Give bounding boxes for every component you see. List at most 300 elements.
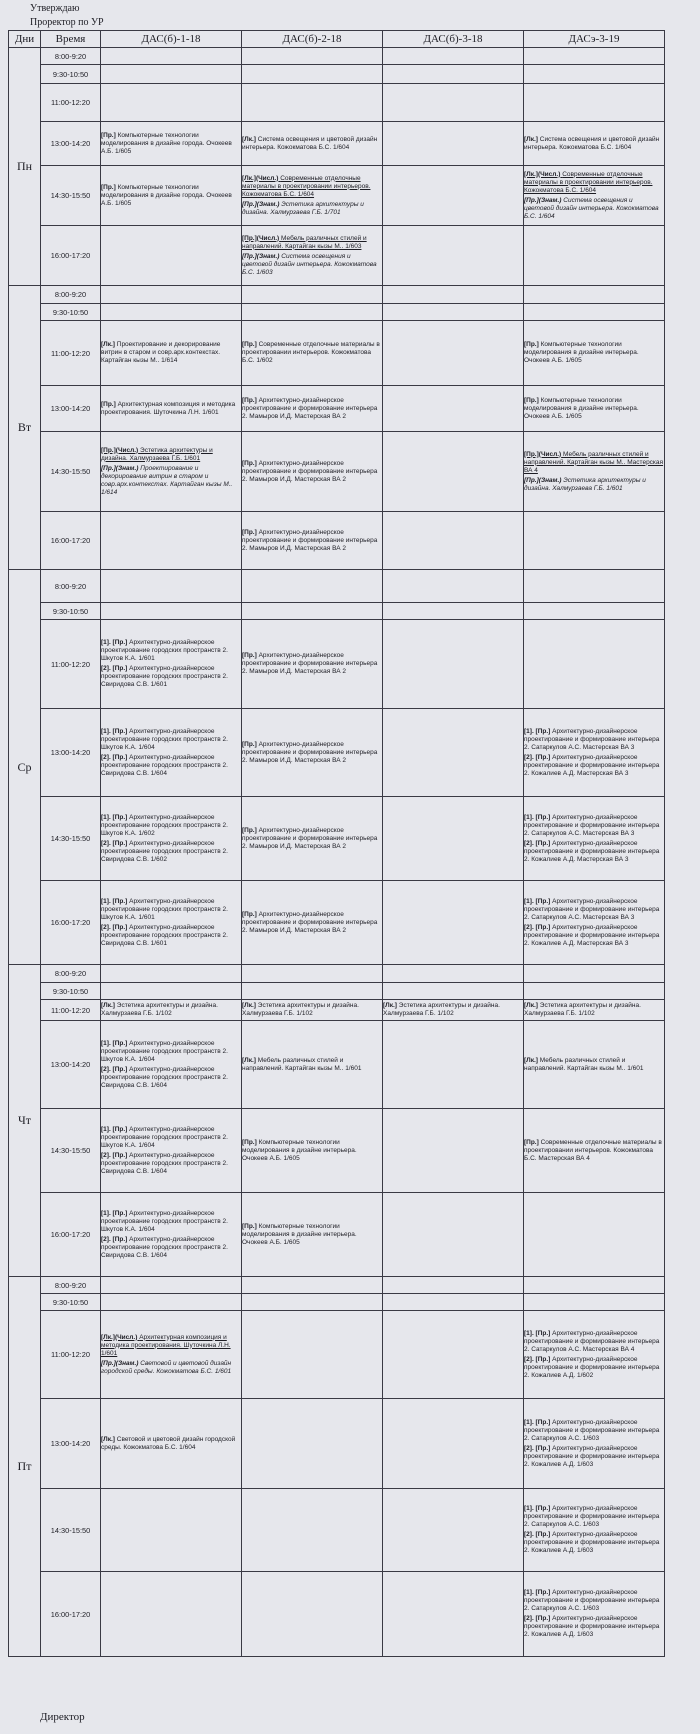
class-cell: [524, 65, 665, 84]
class-cell: [383, 1399, 524, 1489]
class-entry: [524, 898, 664, 922]
class-entry: [101, 132, 241, 156]
group-header: ДАС(б)-1-18: [101, 31, 242, 48]
class-entry: [242, 1002, 382, 1018]
class-cell: [524, 1399, 665, 1489]
class-cell: [101, 1399, 242, 1489]
class-cell: [524, 304, 665, 321]
class-type-tag: [2]. [Пр.]: [101, 1065, 128, 1073]
table-row: [9, 1399, 665, 1489]
table-row: [9, 881, 665, 965]
class-entry-text: Эстетика архитектуры и дизайна. Халмурзаева Г.Б. 1/102: [383, 1002, 500, 1017]
table-row: [9, 797, 665, 881]
class-entry: [101, 728, 241, 752]
class-entry: [524, 1589, 664, 1613]
class-cell: [242, 1489, 383, 1572]
class-cell: [524, 1277, 665, 1294]
class-entry: [101, 1210, 241, 1234]
class-type-tag: [Лк.]: [242, 135, 256, 143]
class-entry-text: Архитектурно-дизайнерское проектирование городских пространств 2. Шкутов К.А. 1/604: [101, 1039, 228, 1063]
class-type-tag: [Пр.](Знам.): [524, 196, 562, 204]
class-entry-text: Эстетика архитектуры и дизайна. Халмурзаева Г.Б. 1/601: [101, 446, 213, 462]
time-cell: 9:30-10:50: [41, 983, 101, 1000]
class-entry: [242, 1057, 382, 1073]
approval-block: [30, 2, 104, 30]
class-cell: [524, 84, 665, 122]
class-type-tag: [Пр.]: [242, 826, 257, 834]
class-cell: [383, 1294, 524, 1311]
table-row: [9, 166, 665, 226]
class-entry: [101, 184, 241, 208]
class-type-tag: [2]. [Пр.]: [101, 665, 128, 672]
time-cell: 13:00-14:20: [41, 122, 101, 166]
class-type-tag: [Пр.](Знам.): [242, 200, 280, 208]
table-row: [9, 709, 665, 797]
class-cell: [524, 709, 665, 797]
class-entry: [242, 175, 382, 199]
class-type-tag: [2]. [Пр.]: [101, 839, 128, 847]
class-entry-text: Архитектурно-дизайнерское проектирование городских пространств 2. Шкутов К.А. 1/601: [101, 639, 228, 662]
class-type-tag: [Лк.]: [524, 1002, 538, 1009]
class-type-tag: [Лк.]: [101, 341, 115, 348]
class-entry-text: Архитектурно-дизайнерское проектирование и формирование интерьера 2. Мамыров И.Д. Мастерская ВА 2: [242, 396, 378, 420]
class-entry-text: Архитектурно-дизайнерское проектирование городских пространств 2. Свиридова С.В. 1/604: [101, 753, 228, 777]
class-type-tag: [Лк.](Числ.): [242, 174, 279, 182]
class-type-tag: [Пр.](Числ.): [524, 450, 562, 458]
class-cell: [383, 1311, 524, 1399]
class-entry-text: Архитектурно-дизайнерское проектирование городских пространств 2. Шкутов К.А. 1/604: [101, 1125, 228, 1149]
class-type-tag: [Пр.]: [242, 528, 257, 536]
class-entry: [242, 341, 382, 365]
time-cell: 8:00-9:20: [41, 570, 101, 603]
class-entry-text: Архитектурно-дизайнерское проектирование городских пространств 2. Свиридова С.В. 1/602: [101, 839, 228, 863]
class-entry: [524, 728, 664, 752]
time-cell: 16:00-17:20: [41, 881, 101, 965]
class-entry: [524, 1445, 664, 1469]
group-header: ДАС(б)-2-18: [242, 31, 383, 48]
class-cell: [383, 304, 524, 321]
table-row: [9, 84, 665, 122]
class-entry-text: Архитектурно-дизайнерское проектирование городских пространств 2. Свиридова С.В. 1/601: [101, 923, 228, 947]
class-cell: [242, 1311, 383, 1399]
class-cell: [383, 65, 524, 84]
table-row: [9, 570, 665, 603]
class-cell: [524, 965, 665, 983]
class-cell: [101, 1311, 242, 1399]
class-entry: [101, 898, 241, 922]
class-entry: [524, 840, 664, 864]
class-cell: [383, 226, 524, 286]
class-cell: [242, 166, 383, 226]
time-cell: 13:00-14:20: [41, 709, 101, 797]
class-entry: [524, 1330, 664, 1354]
class-cell: [101, 122, 242, 166]
class-type-tag: [Лк.]: [101, 1435, 115, 1443]
class-cell: [524, 881, 665, 965]
time-cell: 9:30-10:50: [41, 65, 101, 84]
class-entry: [101, 924, 241, 948]
class-entry-text: Архитектурно-дизайнерское проектирование и формирование интерьера 2. Кожалиев А.Д. 1/603: [524, 1531, 660, 1554]
class-type-tag: [1]. [Пр.]: [524, 1589, 551, 1596]
class-entry: [524, 754, 664, 778]
class-entry: [524, 1531, 664, 1555]
class-entry-text: Архитектурно-дизайнерское проектирование и формирование интерьера 2. Сатаркулов А.С. Мастерская ВА 3: [524, 727, 660, 751]
class-entry-text: Система освещения и цветовой дизайн интерьера. Кожокматова Б.С. 1/604: [524, 196, 659, 220]
class-cell: [383, 797, 524, 881]
time-cell: 8:00-9:20: [41, 1277, 101, 1294]
class-type-tag: [Пр.]: [242, 740, 257, 748]
day-cell: Вт: [9, 286, 41, 570]
class-cell: [383, 1489, 524, 1572]
class-cell: [242, 1193, 383, 1277]
class-cell: [383, 881, 524, 965]
director-label: Директор: [40, 1711, 85, 1723]
schedule-table: [8, 30, 665, 1657]
class-type-tag: [Пр.]: [101, 131, 116, 139]
class-entry: [101, 447, 241, 463]
class-cell: [524, 48, 665, 65]
class-cell: [101, 1572, 242, 1657]
class-cell: [242, 432, 383, 512]
class-entry-text: Архитектурно-дизайнерское проектирование и формирование интерьера 2. Мамыров И.Д. Мастерская ВА 2: [242, 652, 378, 675]
class-entry: [101, 1360, 241, 1376]
class-entry: [242, 235, 382, 251]
class-cell: [383, 1021, 524, 1109]
class-entry-text: Световой и цветовой дизайн городской среды. Кожокматова Б.С. 1/601: [101, 1359, 232, 1375]
class-cell: [524, 1021, 665, 1109]
class-cell: [242, 122, 383, 166]
table-row: [9, 304, 665, 321]
class-entry: [524, 1057, 664, 1073]
class-cell: [383, 1000, 524, 1021]
class-entry: [524, 1002, 664, 1018]
class-entry-text: Архитектурно-дизайнерское проектирование и формирование интерьера 2. Мамыров И.Д. Мастерская ВА 2: [242, 826, 378, 850]
class-entry-text: Архитектурно-дизайнерское проектирование и формирование интерьера 2. Кожалиев А.Д. Мастерская ВА 3: [524, 923, 660, 947]
class-entry-text: Архитектурно-дизайнерское проектирование и формирование интерьера 2. Мамыров И.Д. Мастерская ВА 2: [242, 459, 378, 483]
class-entry-text: Мебель различных стилей и направлений. Картайган кызы М.. 1/601: [242, 1056, 362, 1072]
class-entry-text: Архитектурно-дизайнерское проектирование городских пространств 2. Шкутов К.А. 1/604: [101, 727, 228, 751]
class-cell: [101, 709, 242, 797]
class-entry-text: Эстетика архитектуры и дизайна. Халмурзаева Г.Б. 1/102: [524, 1002, 641, 1017]
class-entry-text: Современные отделочные материалы в проектировании интерьеров. Кожокматова Б.С. 1/602: [242, 341, 380, 364]
class-cell: [524, 432, 665, 512]
class-entry-text: Эстетика архитектуры и дизайна. Халмурзаева Г.Б. 1/601: [524, 476, 646, 492]
class-entry: [242, 1139, 382, 1163]
class-entry: [101, 401, 241, 417]
class-entry: [524, 397, 664, 421]
class-entry-text: Мебель различных стилей и направлений. Картайган кызы М.. 1/603: [242, 234, 367, 250]
class-cell: [524, 122, 665, 166]
class-cell: [524, 570, 665, 603]
class-type-tag: [2]. [Пр.]: [524, 753, 551, 761]
class-entry: [524, 1419, 664, 1443]
class-cell: [101, 603, 242, 620]
class-cell: [101, 1021, 242, 1109]
class-cell: [242, 84, 383, 122]
class-cell: [524, 797, 665, 881]
class-type-tag: [1]. [Пр.]: [101, 1209, 128, 1217]
class-type-tag: [2]. [Пр.]: [524, 839, 551, 847]
time-cell: 9:30-10:50: [41, 1294, 101, 1311]
class-entry-text: Архитектурно-дизайнерское проектирование городских пространств 2. Свиридова С.В. 1/604: [101, 1151, 228, 1175]
days-header: Дни: [9, 31, 41, 48]
class-cell: [383, 122, 524, 166]
class-entry-text: Эстетика архитектуры и дизайна. Халмурзаева Г.Б. 1/102: [101, 1002, 218, 1017]
time-header: Время: [41, 31, 101, 48]
time-cell: 13:00-14:20: [41, 1021, 101, 1109]
class-cell: [242, 512, 383, 570]
class-entry-text: Архитектурно-дизайнерское проектирование и формирование интерьера 2. Сатаркулов А.С. Мастерская ВА 3: [524, 897, 660, 921]
class-entry: [242, 253, 382, 277]
class-entry: [242, 741, 382, 765]
table-row: [9, 1193, 665, 1277]
class-cell: [101, 386, 242, 432]
class-entry-text: Архитектурно-дизайнерское проектирование городских пространств 2. Свиридова С.В. 1/601: [101, 665, 228, 688]
class-entry-text: Световой и цветовой дизайн городской среды. Кожокматова Б.С. 1/604: [101, 1435, 236, 1451]
class-cell: [524, 512, 665, 570]
day-cell: Чт: [9, 965, 41, 1277]
class-cell: [101, 432, 242, 512]
header-row: [9, 31, 665, 48]
time-cell: 9:30-10:50: [41, 603, 101, 620]
time-cell: 8:00-9:20: [41, 965, 101, 983]
class-cell: [101, 166, 242, 226]
class-type-tag: [1]. [Пр.]: [524, 1418, 551, 1426]
class-cell: [242, 983, 383, 1000]
class-entry-text: Архитектурно-дизайнерское проектирование и формирование интерьера 2. Мамыров И.Д. Мастерская ВА 2: [242, 740, 378, 764]
table-row: [9, 65, 665, 84]
table-row: [9, 965, 665, 983]
table-row: [9, 1109, 665, 1193]
class-entry-text: Архитектурная композиция и методика проектирования. Шуточкина Л.Н. 1/601: [101, 1333, 231, 1357]
class-entry-text: Архитектурно-дизайнерское проектирование городских пространств 2. Свиридова С.В. 1/604: [101, 1065, 228, 1089]
class-type-tag: [Пр.]: [242, 652, 257, 659]
class-entry-text: Компьютерные технологии моделирования в дизайне интерьера. Очокеев А.Б. 1/605: [524, 396, 639, 420]
time-cell: 11:00-12:20: [41, 1311, 101, 1399]
class-entry: [242, 460, 382, 484]
class-type-tag: [2]. [Пр.]: [524, 1615, 551, 1622]
class-cell: [524, 226, 665, 286]
class-cell: [383, 84, 524, 122]
class-cell: [242, 1021, 383, 1109]
class-entry-text: Современные отделочные материалы в проектировании интерьеров. Кожокматова Б.С. 1/604: [524, 170, 653, 194]
class-cell: [524, 1489, 665, 1572]
class-cell: [383, 321, 524, 386]
class-entry-text: Архитектурно-дизайнерское проектирование и формирование интерьера 2. Сатаркулов А.С. 1/603: [524, 1418, 660, 1442]
class-cell: [383, 620, 524, 709]
class-type-tag: [Пр.]: [524, 341, 539, 348]
class-cell: [101, 512, 242, 570]
class-cell: [383, 286, 524, 304]
class-cell: [524, 1572, 665, 1657]
class-entry-text: Компьютерные технологии моделирования в дизайне города. Очокеев А.Б. 1/605: [101, 183, 232, 207]
class-entry: [242, 397, 382, 421]
class-entry-text: Компьютерные технологии моделирования в дизайне интерьера. Очокеев А.Б. 1/605: [242, 1138, 357, 1162]
class-entry-text: Система освещения и цветовой дизайн интерьера. Кожокматова Б.С. 1/603: [242, 252, 377, 276]
class-type-tag: [Лк.]: [524, 135, 538, 143]
day-cell: Пн: [9, 48, 41, 286]
class-cell: [242, 881, 383, 965]
class-cell: [242, 709, 383, 797]
class-type-tag: [Пр.]: [524, 1138, 539, 1146]
class-entry: [101, 1236, 241, 1260]
class-entry-text: Архитектурно-дизайнерское проектирование и формирование интерьера 2. Сатаркулов А.С. 1/603: [524, 1589, 660, 1612]
class-type-tag: [2]. [Пр.]: [101, 923, 128, 931]
class-cell: [524, 321, 665, 386]
class-entry: [524, 341, 664, 365]
class-cell: [524, 620, 665, 709]
class-entry: [101, 840, 241, 864]
class-cell: [524, 1193, 665, 1277]
class-entry-text: Архитектурно-дизайнерское проектирование городских пространств 2. Шкутов К.А. 1/604: [101, 1209, 228, 1233]
class-type-tag: [Пр.](Числ.): [101, 446, 139, 454]
class-cell: [242, 1572, 383, 1657]
class-cell: [101, 1109, 242, 1193]
class-cell: [383, 48, 524, 65]
class-cell: [242, 1109, 383, 1193]
class-entry: [101, 1152, 241, 1176]
time-cell: 11:00-12:20: [41, 84, 101, 122]
time-cell: 14:30-15:50: [41, 1109, 101, 1193]
group-header: ДАСэ-3-19: [524, 31, 665, 48]
class-type-tag: [Пр.]: [524, 396, 539, 404]
class-cell: [242, 226, 383, 286]
class-type-tag: [2]. [Пр.]: [524, 1531, 551, 1538]
class-entry-text: Архитектурно-дизайнерское проектирование городских пространств 2. Шкутов К.А. 1/601: [101, 897, 228, 921]
class-cell: [101, 65, 242, 84]
class-cell: [101, 1294, 242, 1311]
class-entry-text: Современные отделочные материалы в проектировании интерьеров. Кожокматова Б.С. 1/604: [242, 174, 371, 198]
class-cell: [383, 512, 524, 570]
table-row: [9, 512, 665, 570]
class-entry: [242, 827, 382, 851]
class-entry: [101, 1040, 241, 1064]
class-entry: [101, 1334, 241, 1358]
class-type-tag: [Пр.]: [242, 1138, 257, 1146]
table-row: [9, 321, 665, 386]
time-cell: 16:00-17:20: [41, 1193, 101, 1277]
class-cell: [383, 1193, 524, 1277]
class-cell: [242, 1000, 383, 1021]
class-type-tag: [Пр.](Знам.): [524, 476, 562, 484]
class-entry: [524, 451, 664, 475]
class-type-tag: [1]. [Пр.]: [101, 897, 128, 905]
time-cell: 16:00-17:20: [41, 1572, 101, 1657]
class-entry: [524, 171, 664, 195]
time-cell: 13:00-14:20: [41, 1399, 101, 1489]
class-type-tag: [Лк.](Числ.): [524, 170, 561, 178]
class-type-tag: [Пр.](Знам.): [101, 464, 139, 472]
class-type-tag: [1]. [Пр.]: [101, 1039, 128, 1047]
class-cell: [242, 304, 383, 321]
class-entry: [242, 136, 382, 152]
class-cell: [383, 432, 524, 512]
class-type-tag: [1]. [Пр.]: [524, 1329, 551, 1337]
class-entry: [524, 1615, 664, 1639]
class-cell: [242, 321, 383, 386]
class-type-tag: [Пр.]: [101, 183, 116, 191]
class-cell: [101, 983, 242, 1000]
class-entry-text: Архитектурно-дизайнерское проектирование городских пространств 2. Свиридова С.В. 1/604: [101, 1235, 228, 1259]
table-row: [9, 432, 665, 512]
group-header: ДАС(б)-3-18: [383, 31, 524, 48]
class-entry-text: Архитектурно-дизайнерское проектирование и формирование интерьера 2. Сатаркулов А.С. 1/603: [524, 1505, 660, 1528]
class-type-tag: [Пр.]: [101, 400, 116, 408]
class-entry: [524, 1505, 664, 1529]
class-cell: [524, 386, 665, 432]
time-cell: 9:30-10:50: [41, 304, 101, 321]
class-entry: [101, 1066, 241, 1090]
class-entry-text: Архитектурно-дизайнерское проектирование и формирование интерьера 2. Кожалиев А.Д. 1/603: [524, 1615, 660, 1638]
time-cell: 14:30-15:50: [41, 797, 101, 881]
class-entry-text: Архитектурная композиция и методика проектирования. Шуточкина Л.Н. 1/601: [101, 400, 236, 416]
table-row: [9, 1277, 665, 1294]
class-cell: [101, 620, 242, 709]
class-cell: [524, 1311, 665, 1399]
class-entry: [101, 665, 241, 689]
class-entry: [101, 341, 241, 365]
class-entry-text: Архитектурно-дизайнерское проектирование и формирование интерьера 2. Мамыров И.Д. Мастерская ВА 2: [242, 528, 378, 552]
class-cell: [101, 1489, 242, 1572]
class-cell: [383, 166, 524, 226]
day-cell: Пт: [9, 1277, 41, 1657]
class-entry-text: Компьютерные технологии моделирования в дизайне города. Очокеев А.Б. 1/605: [101, 131, 232, 155]
time-cell: 11:00-12:20: [41, 1000, 101, 1021]
class-entry: [101, 754, 241, 778]
class-entry-text: Архитектурно-дизайнерское проектирование и формирование интерьера 2. Мамыров И.Д. Мастерская ВА 2: [242, 910, 378, 934]
class-cell: [101, 304, 242, 321]
class-cell: [101, 881, 242, 965]
class-entry-text: Архитектурно-дизайнерское проектирование и формирование интерьера 2. Кожалиев А.Д. 1/603: [524, 1444, 660, 1468]
table-row: [9, 1294, 665, 1311]
class-entry-text: Архитектурно-дизайнерское проектирование городских пространств 2. Шкутов К.А. 1/602: [101, 813, 228, 837]
class-cell: [242, 620, 383, 709]
class-type-tag: [Пр.](Знам.): [101, 1359, 139, 1367]
table-row: [9, 983, 665, 1000]
time-cell: 8:00-9:20: [41, 48, 101, 65]
time-cell: 11:00-12:20: [41, 321, 101, 386]
class-type-tag: [Лк.]: [524, 1056, 538, 1064]
class-cell: [242, 570, 383, 603]
class-cell: [524, 983, 665, 1000]
class-entry-text: Эстетика архитектуры и дизайна. Халмурзаева Г.Б. 1/102: [242, 1002, 359, 1017]
class-type-tag: [Пр.](Числ.): [242, 234, 280, 242]
class-entry-text: Современные отделочные материалы в проектировании интерьеров. Кожокматова Б.С. Мастерская ВА 4: [524, 1138, 662, 1162]
table-row: [9, 386, 665, 432]
class-entry: [242, 911, 382, 935]
class-cell: [242, 1277, 383, 1294]
class-entry: [383, 1002, 523, 1018]
class-type-tag: [Лк.]: [242, 1002, 256, 1009]
class-cell: [524, 603, 665, 620]
class-type-tag: [2]. [Пр.]: [524, 1444, 551, 1452]
class-entry: [524, 136, 664, 152]
class-entry-text: Система освещения и цветовой дизайн интерьера. Кожокматова Б.С. 1/604: [242, 135, 378, 151]
class-cell: [383, 983, 524, 1000]
class-cell: [101, 1277, 242, 1294]
class-cell: [524, 286, 665, 304]
class-entry-text: Система освещения и цветовой дизайн интерьера. Кожокматова Б.С. 1/604: [524, 135, 660, 151]
class-entry-text: Компьютерные технологии моделирования в дизайне интерьера. Очокеев А.Б. 1/605: [242, 1222, 357, 1246]
class-cell: [242, 286, 383, 304]
class-entry: [101, 465, 241, 497]
class-cell: [101, 286, 242, 304]
class-entry: [242, 529, 382, 553]
time-cell: 14:30-15:50: [41, 1489, 101, 1572]
class-entry-text: Мебель различных стилей и направлений. Картайган кызы М.. 1/601: [524, 1056, 644, 1072]
class-type-tag: [1]. [Пр.]: [101, 813, 128, 821]
class-type-tag: [Лк.]: [101, 1002, 115, 1009]
